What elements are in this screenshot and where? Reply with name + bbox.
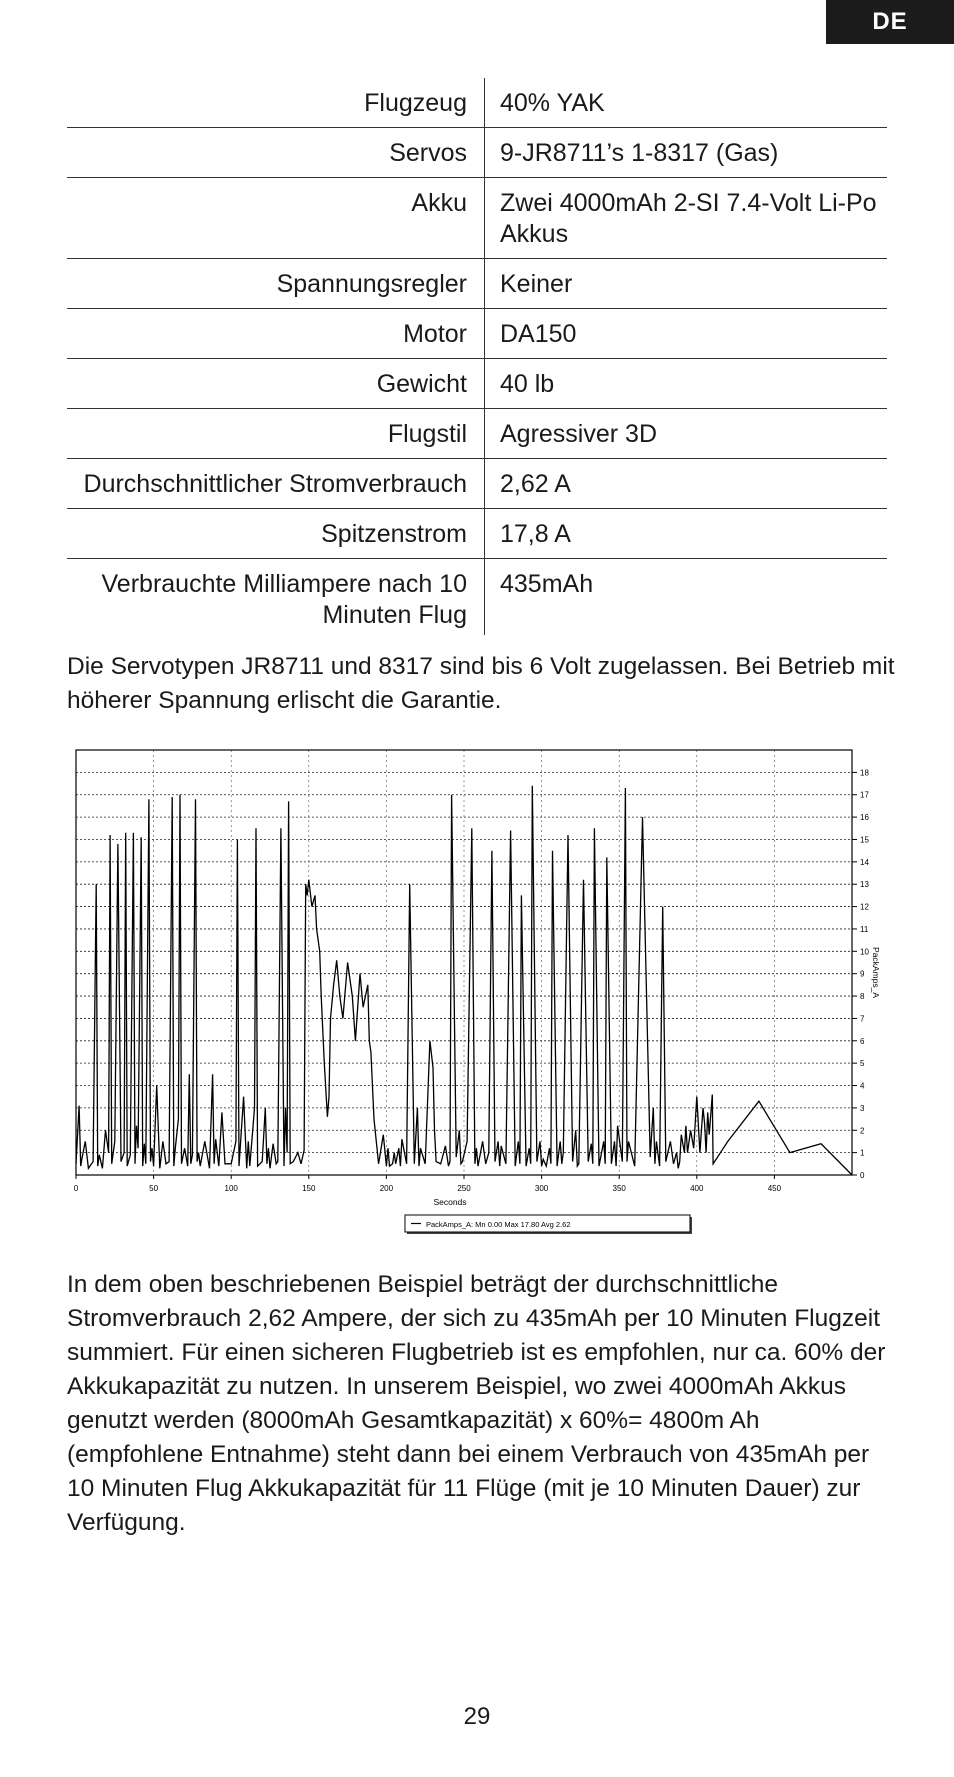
x-tick-label: 100 [224,1184,238,1193]
y-tick-label: 10 [860,947,869,957]
spec-row [67,178,887,259]
spec-value: 40 lb [485,359,888,409]
spec-value: Keiner [485,259,888,309]
spec-label: Flugzeug [67,78,485,128]
x-tick-label: 150 [302,1184,316,1193]
x-tick-label: 300 [534,1184,549,1193]
y-tick-label: 6 [860,1036,865,1046]
spec-label: Verbrauchte Milliampere nach 10 Minuten Flug [67,559,485,636]
spec-row [67,459,887,509]
y-tick-label: 3 [860,1103,865,1113]
spec-row [67,409,887,459]
spec-value: 17,8 A [485,509,888,559]
spec-value: 40% YAK [500,89,605,117]
spec-label: Gewicht [67,359,485,409]
spec-label: Akku [67,178,485,259]
spec-value: Agressiver 3D [485,409,888,459]
spec-label: Spitzenstrom [67,509,485,559]
spec-row [67,78,887,128]
spec-row [67,359,887,409]
x-tick-label: 400 [690,1184,704,1193]
spec-row [67,259,887,309]
spec-row [67,559,887,636]
page-number: 29 [463,1703,491,1730]
y-tick-label: 2 [860,1126,865,1136]
spec-label: Flugstil [67,409,485,459]
spec-label: Durchschnittlicher Stromverbrauch [67,459,485,509]
y-tick-label: 7 [860,1014,865,1024]
legend-label: PackAmps_A: Mn 0.00 Max 17.80 Avg 2.62 [426,1220,571,1229]
x-tick-label: 200 [379,1184,394,1193]
spec-value: 2,62 A [485,459,888,509]
spec-label: Motor [67,309,485,359]
y-tick-label: 1 [860,1148,865,1158]
y-axis-label: PackAmps_A [871,946,881,999]
y-tick-label: 12 [860,902,869,912]
y-tick-label: 15 [860,835,869,845]
spec-row [67,128,887,178]
y-tick-label: 18 [860,768,869,778]
spec-table [67,78,887,635]
x-tick-label: 0 [73,1184,79,1193]
spec-value: 9-JR8711’s 1-8317 (Gas) [485,128,888,178]
spec-row [67,509,887,559]
x-tick-label: 50 [149,1184,159,1193]
spec-value: 435mAh [485,559,888,636]
y-tick-label: 16 [860,813,869,823]
x-tick-label: 450 [767,1184,782,1193]
y-tick-label: 0 [860,1171,865,1180]
y-tick-label: 11 [860,924,869,934]
x-tick-label: 250 [457,1184,471,1193]
language-badge: DE [826,0,954,44]
servo-voltage-note: Die Servotypen JR8711 und 8317 sind bis 6 Volt zugelassen. Bei Betrieb mit höherer Spannung erlischt die Garantie. [67,653,895,714]
y-tick-label: 14 [860,857,869,867]
y-tick-label: 9 [860,969,865,979]
spec-value: DA150 [485,309,888,359]
y-tick-label: 13 [860,880,869,890]
y-tick-label: 17 [860,790,869,800]
x-tick-label: 350 [612,1184,626,1193]
spec-label: Servos [67,128,485,178]
spec-value: Zwei 4000mAh 2-SI 7.4-Volt Li-Po Akkus [485,178,888,259]
spec-label: Spannungsregler [67,259,485,309]
body-paragraph: In dem oben beschriebenen Beispiel beträgt der durchschnittliche Stromverbrauch 2,62 Ampere, der sich zu 435mAh per 10 Minuten Flugzeit summiert. Für einen sicheren Flugbetrieb ist es empfohlen, nur ca. 60% der Akkukapazität zu nutzen. In unserem Beispiel, wo zwei 4000mAh Akkus genutzt werden (8000mAh Gesamtkapazität) x 60%= 4800m Ah (empfohlene Entnahme) steht dann bei einem Verbrauch von 435mAh per 10 Minuten Flug Akkukapazität für 11 Flüge (mit je 10 Minuten Dauer) zur Verfügung. [67,1271,886,1536]
y-tick-label: 8 [860,992,865,1002]
x-axis-label: Seconds [433,1197,467,1207]
spec-row [67,309,887,359]
y-tick-label: 5 [860,1059,865,1069]
current-chart [0,740,954,1250]
chart-svg [0,740,954,1250]
y-tick-label: 4 [860,1081,865,1091]
